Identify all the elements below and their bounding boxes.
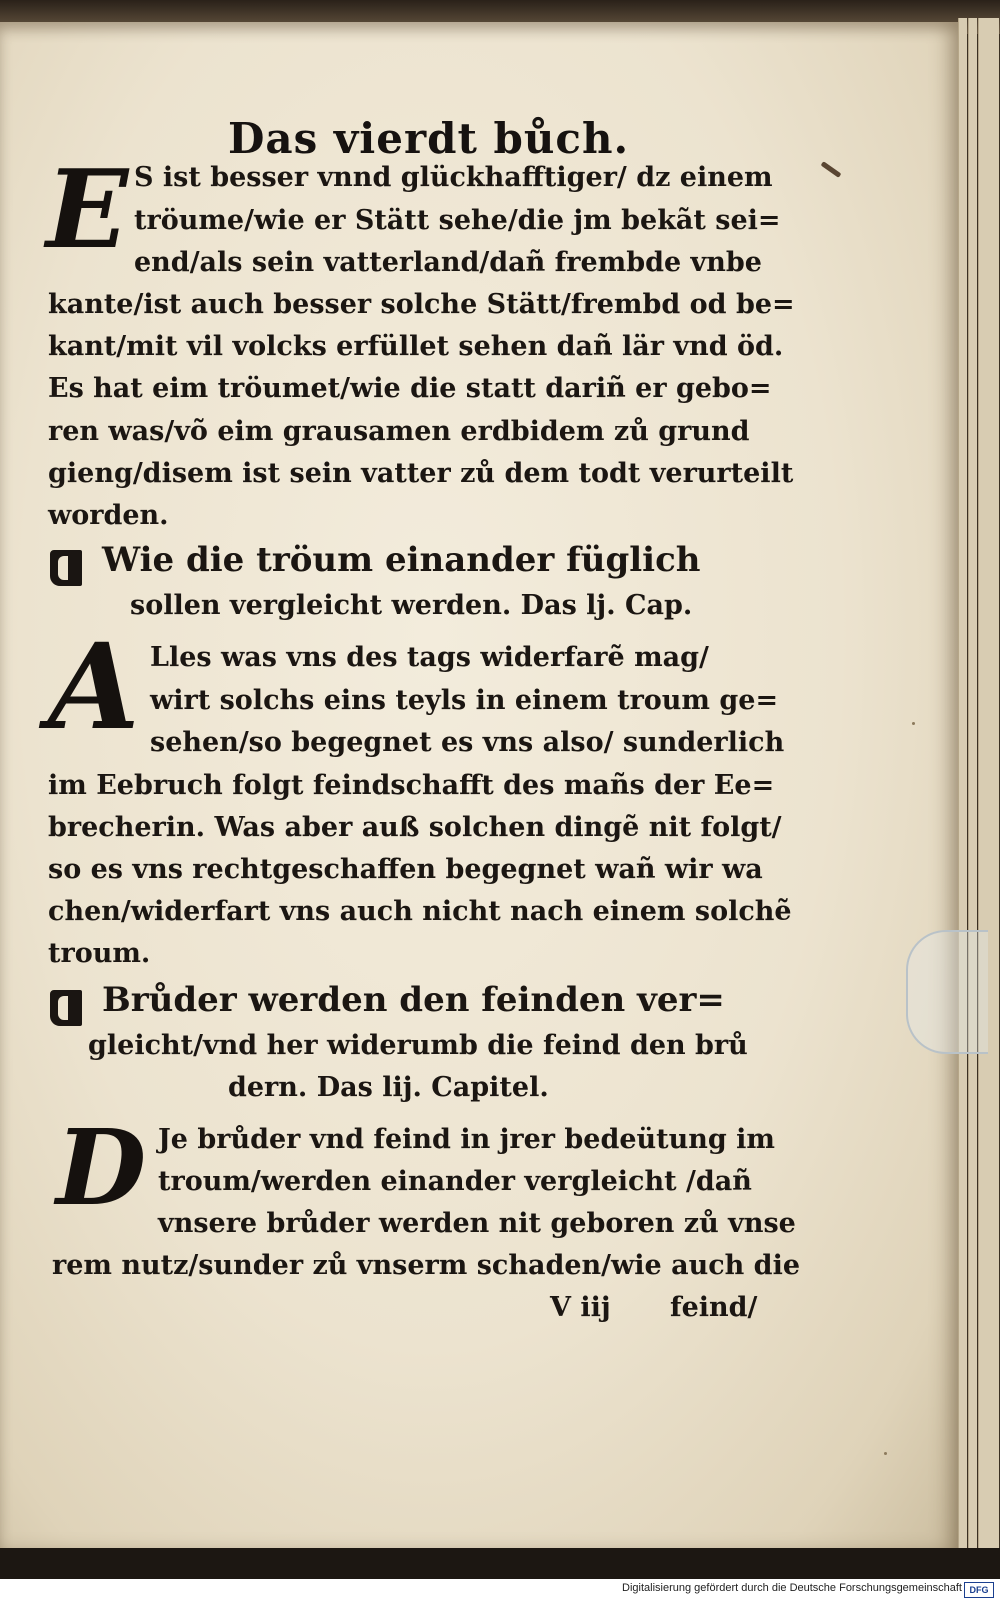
text-line: brecherin. Was aber auß solchen dingẽ nit folgt/ xyxy=(48,812,782,843)
text-line: ren was/võ eim grausamen erdbidem zů grund xyxy=(48,416,750,447)
text-line: wirt solchs eins teyls in einem troum ge= xyxy=(150,685,779,716)
paper-speck xyxy=(912,722,915,725)
chapter-heading-sub: sollen vergleicht werden. Das lj. Cap. xyxy=(130,590,693,621)
text-line: gieng/disem ist sein vatter zů dem todt verurteilt xyxy=(48,458,794,489)
scan-bottom-edge xyxy=(0,1548,1000,1579)
text-line: so es vns rechtgeschaffen begegnet wañ wir wa xyxy=(48,854,763,885)
text-line: Lles was vns des tags widerfarẽ mag/ xyxy=(150,642,709,673)
margin-mark xyxy=(821,161,842,178)
catchword: feind/ xyxy=(670,1292,758,1323)
text-line: tröume/wie er Stätt sehe/die jm bekãt sei= xyxy=(134,205,781,236)
paragraph-mark-icon xyxy=(50,550,82,586)
chapter-heading-sub: gleicht/vnd her widerumb die feind den brů xyxy=(88,1030,748,1061)
running-head: Das vierdt bůch. xyxy=(228,114,630,163)
paper-speck xyxy=(884,1452,887,1455)
book-page xyxy=(0,22,958,1552)
text-line: rem nutz/sunder zů vnserm schaden/wie auch die xyxy=(52,1250,800,1281)
drop-cap-d: D xyxy=(56,1106,147,1229)
text-line: kante/ist auch besser solche Stätt/frembd od be= xyxy=(48,289,795,320)
chapter-heading-sub: dern. Das lij. Capitel. xyxy=(228,1072,549,1103)
page-edge-strip xyxy=(958,18,967,1558)
text-line: S ist besser vnnd glückhafftiger/ dz einem xyxy=(134,162,773,193)
drop-cap-a: A xyxy=(48,617,140,756)
text-line: end/als sein vatterland/dañ frembde vnbe xyxy=(134,247,762,278)
page-edge-strip xyxy=(968,18,977,1558)
text-line: chen/widerfart vns auch nicht nach einem solchẽ xyxy=(48,896,792,927)
text-line: Es hat eim tröumet/wie die statt dariñ er gebo= xyxy=(48,373,772,404)
signature-mark: V iij xyxy=(550,1292,611,1323)
text-line: worden. xyxy=(48,500,169,531)
text-line: im Eebruch folgt feindschafft des mañs der Ee= xyxy=(48,770,775,801)
credit-bar xyxy=(0,1579,1000,1601)
page-edge-strip xyxy=(978,18,999,1558)
text-line: kant/mit vil volcks erfüllet sehen dañ lär vnd öd. xyxy=(48,331,784,362)
dfg-logo: DFG xyxy=(964,1582,994,1598)
text-line: troum/werden einander vergleicht /dañ xyxy=(158,1166,752,1197)
text-line: troum. xyxy=(48,938,151,969)
drop-cap-e: E xyxy=(46,147,129,273)
text-line: vnsere brůder werden nit geboren zů vnse xyxy=(158,1208,796,1239)
chapter-heading: Wie die tröum einander füglich xyxy=(102,540,701,580)
paragraph-mark-icon xyxy=(50,990,82,1026)
page-clip xyxy=(906,930,988,1054)
credit-text: Digitalisierung gefördert durch die Deutsche Forschungsgemeinschaft xyxy=(622,1582,962,1594)
text-line: sehen/so begegnet es vns also/ sunderlich xyxy=(150,727,785,758)
text-line: Je brůder vnd feind in jrer bedeütung im xyxy=(158,1124,775,1155)
chapter-heading: Brůder werden den feinden ver= xyxy=(102,980,725,1020)
